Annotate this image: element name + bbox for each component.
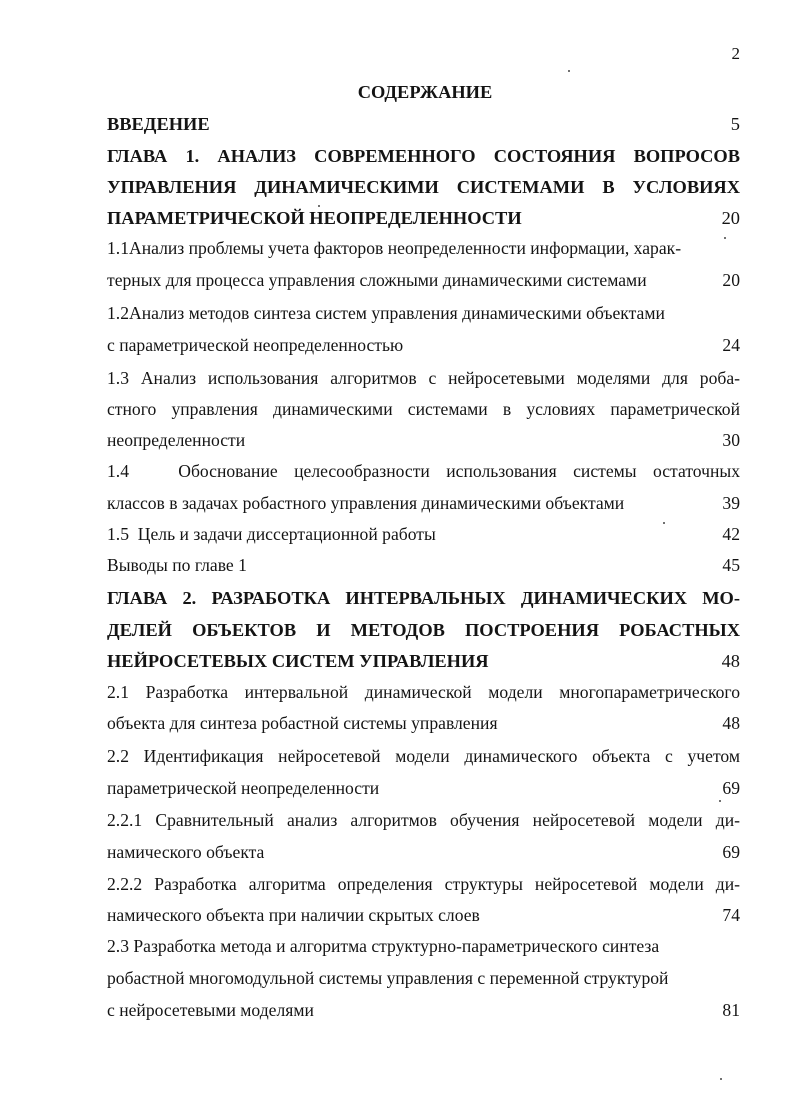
toc-2-2-2-line2: намического объекта при наличии скрытых слоев [107,905,480,925]
toc-1-1-line1: 1.1Анализ проблемы учета факторов неопределенности информации, харак- [107,238,682,258]
toc-2-3-line2: робастной многомодульной системы управления с переменной структурой [107,968,669,988]
toc-2-3-line1: 2.3 Разработка метода и алгоритма структурно-параметрического синтеза [107,936,660,956]
toc-intro-title: ВВЕДЕНИЕ [107,114,210,134]
toc-1-1-page: 20 [722,270,740,290]
toc-1-2-line2: с параметрической неопределенностью [107,335,404,355]
toc-chapter1-line3: ПАРАМЕТРИЧЕСКОЙ НЕОПРЕДЕЛЕННОСТИ [107,208,522,228]
toc-1-3-page: 30 [722,430,740,450]
toc-2-3-page: 81 [722,1000,740,1020]
page-number: 2 [731,44,740,63]
toc-1-4-line1: 1.4 Обоснование целесообразности использования системы остаточных [107,461,740,481]
toc-chapter1-line2: УПРАВЛЕНИЯ ДИНАМИЧЕСКИМИ СИСТЕМАМИ В УСЛОВИЯХ [107,177,740,197]
toc-2-2-1-line1: 2.2.1 Сравнительный анализ алгоритмов обучения нейросетевой модели ди- [107,810,740,830]
scan-speck [720,1078,722,1080]
toc-1-1-line2: терных для процесса управления сложными динамическими системами [107,270,647,290]
toc-2-1-line2: объекта для синтеза робастной системы управления [107,713,498,733]
scan-speck [719,800,721,802]
toc-intro-page: 5 [730,114,740,134]
toc-1-4-page: 39 [722,493,740,513]
toc-chapter1-line1: ГЛАВА 1. АНАЛИЗ СОВРЕМЕННОГО СОСТОЯНИЯ ВОПРОСОВ [107,146,740,166]
toc-chapter2-line2: ДЕЛЕЙ ОБЪЕКТОВ И МЕТОДОВ ПОСТРОЕНИЯ РОБАСТНЫХ [107,620,740,640]
toc-2-3-line3: с нейросетевыми моделями [107,1000,314,1020]
scan-speck [568,70,570,72]
toc-1-5-page: 42 [722,524,740,544]
scan-speck [318,205,320,207]
toc-1-2-line1: 1.2Анализ методов синтеза систем управления динамическими объектами [107,303,665,323]
toc-2-2-2-page: 74 [722,905,740,925]
toc-2-2-1-page: 69 [722,842,740,862]
toc-chapter2-line1: ГЛАВА 2. РАЗРАБОТКА ИНТЕРВАЛЬНЫХ ДИНАМИЧЕСКИХ МО- [107,588,740,608]
toc-2-1-line1: 2.1 Разработка интервальной динамической модели многопараметрического [107,682,740,702]
scan-speck [663,522,665,524]
toc-2-2-1-line2: намического объекта [107,842,265,862]
toc-2-1-page: 48 [722,713,740,733]
toc-conclusions-1-page: 45 [722,555,740,575]
toc-1-5-line1: 1.5 Цель и задачи диссертационной работы [107,524,436,544]
page-title: СОДЕРЖАНИЕ [357,82,493,102]
toc-2-2-line1: 2.2 Идентификация нейросетевой модели динамического объекта с учетом [107,746,740,766]
toc-1-4-line2: классов в задачах робастного управления динамическими объектами [107,493,625,513]
toc-conclusions-1: Выводы по главе 1 [107,555,247,575]
toc-1-2-page: 24 [722,335,740,355]
toc-1-3-line2: стного управления динамическими системами в условиях параметрической [107,399,740,419]
toc-chapter1-page: 20 [721,208,740,228]
toc-2-2-2-line1: 2.2.2 Разработка алгоритма определения структуры нейросетевой модели ди- [107,874,740,894]
toc-1-3-line1: 1.3 Анализ использования алгоритмов с нейросетевыми моделями для роба- [107,368,740,388]
toc-1-3-line3: неопределенности [107,430,246,450]
toc-chapter2-page: 48 [721,651,740,671]
scan-speck [724,237,726,239]
toc-chapter2-line3: НЕЙРОСЕТЕВЫХ СИСТЕМ УПРАВЛЕНИЯ [107,651,489,671]
toc-2-2-page: 69 [722,778,740,798]
toc-2-2-line2: параметрической неопределенности [107,778,380,798]
